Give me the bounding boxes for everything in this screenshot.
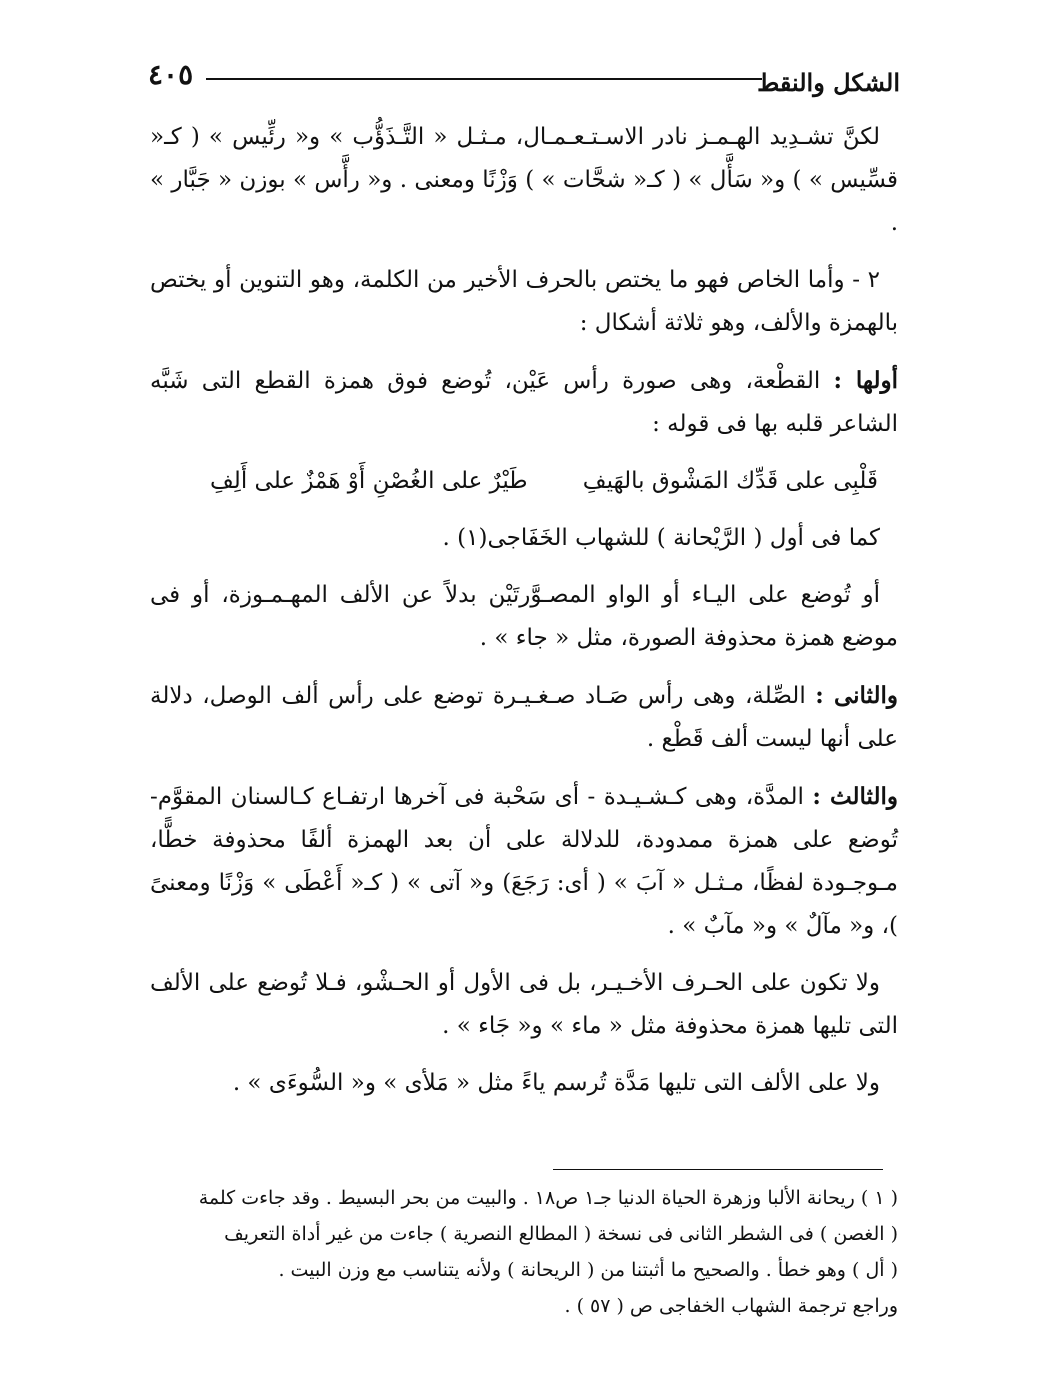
footnote-separator xyxy=(553,1169,883,1170)
paragraph-7-lead: والثالث : xyxy=(812,783,899,810)
paragraph-6-text: الصِّلة، وهى رأس صَـاد صـغـيـرة توضع على رأس ألف الوصل، دلالة على أنها ليست ألف قَطْع . xyxy=(150,683,898,752)
header-rule xyxy=(206,78,762,80)
running-header xyxy=(148,58,900,98)
paragraph-9: ولا على الألف التى تليها مَدَّة تُرسم ياءً مثل « مَلأى » و« السُّوءَى » . xyxy=(232,1070,880,1096)
paragraph-7 xyxy=(150,775,898,948)
page-number: ٤٠٥ xyxy=(148,58,194,91)
paragraph-6-lead: والثانى : xyxy=(815,682,898,709)
paragraph-5: أو تُوضع على اليـاء أو الواو المصـوَّرتَيْن بدلاً عن الألف المهـمـوزة، أو فى موضع همزة محذوفة الصورة، مثل « جاء » . xyxy=(150,582,898,651)
paragraph-3-text: القطْعة، وهى صورة رأس عَيْن، تُوضع فوق همزة القطع التى شَبَّه الشاعر قلبه بها فى قوله : xyxy=(150,368,898,437)
main-text xyxy=(150,116,898,1119)
paragraph-3-lead: أولها : xyxy=(833,367,898,394)
footnotes xyxy=(150,1180,898,1324)
paragraph-6 xyxy=(150,674,898,761)
paragraph-7-text: المدَّة، وهى كـشـيـدة - أى سَحْبة فى آخرها ارتفـاع كـالسنان المقوَّم- تُوضع على همزة ممدودة، للدلالة على أن بعد الهمزة ألفًا محذوفة خطًّا، مـوجـودة لفظًا، مـثـل « آبَ » ( أى: رَجَعَ) و« آتى » ( كـ« أَعْطَى » وَزْنًا ومعنىً )، و« مآلٌ » و« مآبٌ » . xyxy=(150,784,898,939)
verse-first-hemistich: قَلْبِى على قَدِّك المَشْوق بالهَيفِ xyxy=(582,468,878,494)
footnote-line-3: ( أل ) وهو خطأ . والصحيح ما أثبتنا من ( الريحانة ) ولأنه يتناسب مع وزن البيت . xyxy=(278,1259,898,1281)
footnote-line-2: ( الغصن ) فى الشطر الثانى فى نسخة ( المطالع النصرية ) جاءت من غير أداة التعريف xyxy=(224,1223,898,1245)
paragraph-2: ٢ - وأما الخاص فهو ما يختص بالحرف الأخير من الكلمة، وهو التنوين أو يختص بالهمزة والألف، وهو ثلاثة أشكال : xyxy=(150,267,898,336)
paragraph-4: كما فى أول ( الرَّيْحانة ) للشهاب الخَفَاجى(١) . xyxy=(442,525,880,551)
chapter-title: الشكل والنقط xyxy=(757,68,900,97)
paragraph-1: لكنَّ تشـدِيد الهـمـز نادر الاسـتـعـمـال، مـثـل « التَّـذَؤُّب » و« رئِّيس » ( كـ« قسِّيس » ) و« سَأَّل » ( كـ« شحَّات » ) وَزْنًا ومعنى . و« رأَّس » بوزن « جَبَّار » . xyxy=(150,124,898,236)
footnote-line-1: ( ١ ) ريحانة الألبا وزهرة الحياة الدنيا جـ١ ص١٨ . والبيت من بحر البسيط . وقد جاءت كلمة xyxy=(198,1187,898,1209)
verse-second-hemistich: طَيْرٌ على الغُصْنِ أَوْ هَمْزٌ على أَلِفِ xyxy=(210,468,528,494)
poetry-verse xyxy=(150,460,898,503)
paragraph-8: ولا تكون على الحـرف الأخـيـر، بل فى الأول أو الحـشْو، فـلا تُوضع على الألف التى تليها همزة محذوفة مثل « ماء » و« جَاء » . xyxy=(150,970,898,1039)
paragraph-3 xyxy=(150,359,898,446)
footnote-line-4: وراجع ترجمة الشهاب الخفاجى ص ( ٥٧ ) . xyxy=(564,1295,898,1317)
